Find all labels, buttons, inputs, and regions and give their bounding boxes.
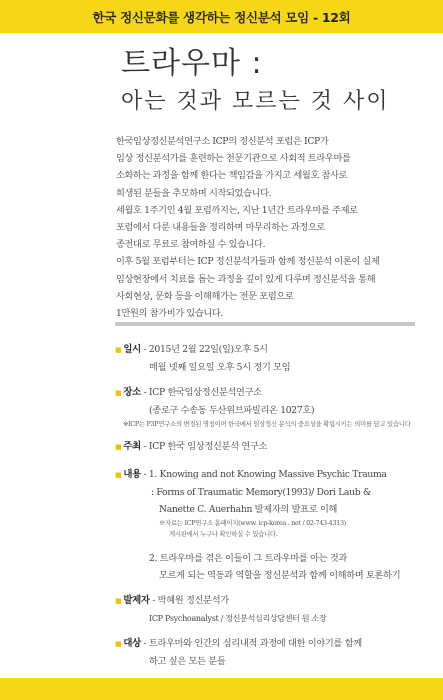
detail-value: - 2015년 2월 22일(일)오후 5시 — [140, 344, 268, 355]
footer-bar — [0, 678, 443, 700]
intro-line: 소화하는 과정을 함께 한다는 책임감을 가지고 세월호 참사로 — [116, 170, 348, 182]
detail-value: - ICP 한국 임상정신분석 연구소 — [140, 441, 268, 452]
detail-note: ※자료는 ICP연구소 홈페이지(www. icp-korea . net / 02-743-4313) — [159, 519, 346, 527]
detail-value: 매월 넷째 일요일 오후 5시 정기 모임 — [149, 362, 291, 373]
detail-note: 게시판에서 누구나 확인하실 수 있습니다. — [169, 530, 278, 538]
intro-line: 종전대로 무료로 참여하실 수 있습니다. — [116, 239, 266, 251]
detail-label: 발제자 — [123, 595, 150, 606]
detail-value: : Forms of Traumatic Memory(1993)/ Dori Laub & — [151, 487, 371, 498]
detail-value: (종로구 수송동 두산위브파빌리온 1027호) — [149, 405, 315, 416]
intro-line: 포럼에서 다룬 내용들을 정리하며 마무리하는 과정으로 — [116, 222, 325, 234]
intro-line: 한국임상정신분석연구소 ICP의 정신분석 포럼은 ICP가 — [116, 136, 329, 147]
intro-text — [116, 133, 436, 322]
detail-date — [115, 341, 437, 376]
detail-value: - 1. Knowing and not Knowing Massive Psychic Trauma — [140, 469, 387, 480]
intro-line: 이후 5월 포럼부터는 ICP 정신분석가들과 함께 정신분석 이론이 실제 — [116, 256, 380, 268]
intro-line: 세월호 1주기인 4월 포럼까지는, 지난 1년간 트라우마를 주제로 — [116, 204, 358, 216]
detail-label: 내용 — [123, 469, 141, 480]
detail-content — [115, 466, 437, 584]
detail-label: 장소 — [123, 387, 141, 398]
detail-label: 일시 — [123, 344, 141, 355]
bullet-icon: ■ — [115, 640, 122, 648]
detail-label: 대상 — [123, 638, 141, 649]
banner-text: 한국 정신문화를 생각하는 정신분석 모임 - 12회 — [92, 9, 351, 25]
detail-label: 주최 — [123, 441, 141, 452]
detail-place — [115, 384, 437, 430]
bullet-icon: ■ — [115, 471, 122, 479]
event-details — [115, 341, 437, 670]
detail-value: 2. 트라우마를 겪은 이들이 그 트라우마를 아는 것과 — [149, 553, 348, 564]
bullet-icon: ■ — [115, 389, 122, 397]
detail-value: - 박혜원 정신분석가 — [149, 595, 229, 606]
page-title: 트라우마 : — [121, 46, 263, 81]
bullet-icon: ■ — [115, 597, 122, 605]
intro-line: 1만원의 참가비가 있습니다. — [116, 308, 223, 320]
detail-value: Nanette C. Auerhahn 발제자의 발표로 이해 — [159, 504, 338, 515]
detail-presenter — [115, 592, 437, 627]
bullet-icon: ■ — [115, 346, 122, 354]
detail-value: 모르게 되는 역동과 역할을 정신분석과 함께 이해하며 토론하기 — [159, 570, 401, 581]
header-banner — [0, 0, 443, 33]
detail-value: ICP Psychoanalyst / 정신분석심리상담센터 원 소장 — [149, 614, 327, 623]
detail-host — [115, 438, 437, 456]
section-divider — [115, 322, 415, 326]
intro-line: 희생된 분들을 추모하며 시작되었습니다. — [116, 187, 272, 199]
detail-value: 하고 싶은 모든 분들 — [149, 656, 226, 667]
intro-line: 임상 정신분석가를 훈련하는 전문기관으로 사회적 트라우마를 — [116, 153, 351, 165]
detail-value: - 트라우마와 인간의 심리내적 과정에 대한 이야기를 함께 — [140, 638, 362, 649]
page-subtitle: 아는 것과 모르는 것 사이 — [121, 89, 390, 114]
detail-value: - ICP 한국임상정신분석연구소 — [140, 387, 262, 398]
detail-audience — [115, 635, 437, 670]
intro-line: 사회현상, 문화 등을 이해해가는 전문 포럼으로 — [116, 290, 294, 302]
bullet-icon: ■ — [115, 443, 122, 451]
detail-note: ※ICP는 P3P연구소의 변경된 명칭이며 한국에서 임상정신 분석의 중요성을 확립시키는 의미를 담고 있습니다 — [123, 420, 411, 428]
intro-line: 임상현장에서 치료를 돕는 과정을 깊이 있게 다루며 정신분석을 통해 — [116, 273, 376, 285]
